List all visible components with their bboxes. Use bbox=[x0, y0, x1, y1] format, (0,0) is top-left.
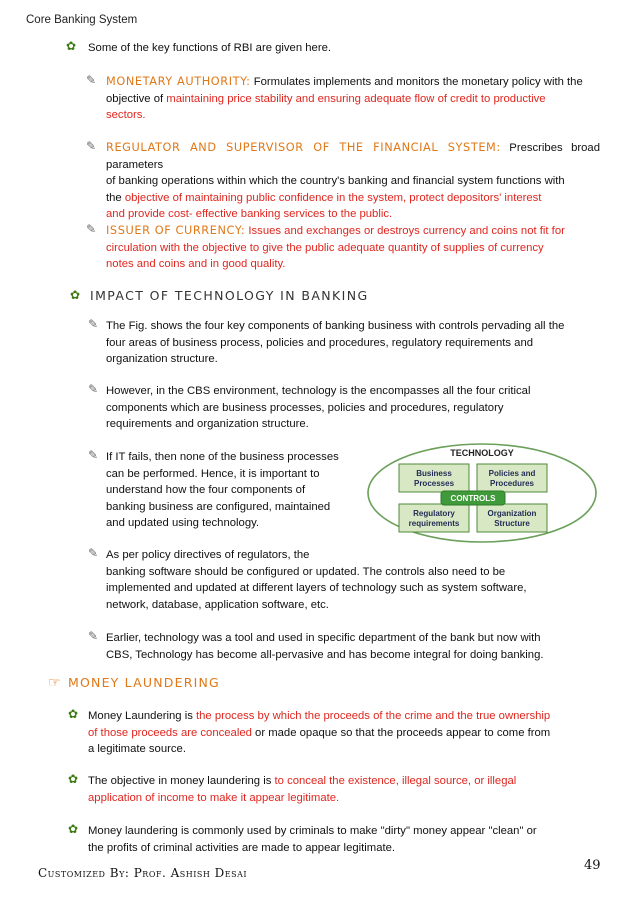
issuer-paragraph: ISSUER OF CURRENCY: Issues and exchanges or destroys currency and coins not fit for circulation with the objective to give the public adequate quantity of supplies of currency notes and coins and in good quality. bbox=[106, 224, 565, 270]
pointing-hand-icon: ☞ bbox=[48, 674, 61, 690]
pencil-bullet-icon: ✎ bbox=[86, 222, 97, 236]
impact-heading: IMPACT OF TECHNOLOGY IN BANKING bbox=[90, 288, 369, 303]
diagram-text: Business bbox=[416, 469, 452, 478]
sparkle-bullet-icon: ✿ bbox=[70, 288, 81, 302]
diagram-text: Regulatory bbox=[413, 509, 455, 518]
issuer-label: ISSUER OF CURRENCY: bbox=[106, 224, 246, 237]
monetary-authority-paragraph: MONETARY AUTHORITY: Formulates implements and monitors the monetary policy with the objective of maintaining price stability and ensuring adequate flow of credit to productive sectors. bbox=[106, 75, 583, 121]
impact-paragraph-5: Earlier, technology was a tool and used in specific department of the bank but now with CBS, Technology has become all-pervasive and has become integral for doing banking. bbox=[106, 632, 544, 661]
pencil-bullet-icon: ✎ bbox=[88, 546, 99, 560]
monetary-authority-label: MONETARY AUTHORITY: bbox=[106, 75, 251, 88]
ml-paragraph-1: Money Laundering is the process by which the proceeds of the crime and the true ownership of those proceeds are concealed or made opaque so that the proceeds appear to come from a legitimate source. bbox=[88, 710, 551, 755]
pencil-bullet-icon: ✎ bbox=[88, 382, 99, 396]
running-header: Core Banking System bbox=[26, 14, 138, 26]
pencil-bullet-icon: ✎ bbox=[86, 139, 97, 153]
pencil-bullet-icon: ✎ bbox=[88, 317, 99, 331]
ml-paragraph-3: Money laundering is commonly used by criminals to make "dirty" money appear "clean" or the profits of criminal activities are made to appear legitimate. bbox=[88, 825, 537, 854]
pencil-bullet-icon: ✎ bbox=[88, 629, 99, 643]
pencil-bullet-icon: ✎ bbox=[88, 448, 99, 462]
impact-paragraph-3: If IT fails, then none of the business processes can be performed. Hence, it is important to understand how the four components of banking business are configured, maintained and updated using technology. bbox=[106, 451, 339, 529]
sparkle-bullet-icon: ✿ bbox=[66, 39, 77, 53]
sparkle-bullet-icon: ✿ bbox=[68, 822, 79, 836]
diagram-text: Procedures bbox=[489, 479, 535, 488]
technology-diagram bbox=[366, 442, 598, 544]
impact-paragraph-2: However, in the CBS environment, technology is the encompasses all the four critical components which are business processes, policies and procedures, regulatory requirements and organization structure. bbox=[106, 385, 531, 430]
regulator-label: REGULATOR AND SUPERVISOR OF THE FINANCIAL SYSTEM: bbox=[106, 141, 501, 154]
diagram-text: Structure bbox=[494, 519, 530, 528]
sparkle-bullet-icon: ✿ bbox=[68, 772, 79, 786]
ml-paragraph-2: The objective in money laundering is to conceal the existence, illegal source, or illegal application of income to make it appear legitimate. bbox=[88, 775, 517, 804]
diagram-text: requirements bbox=[408, 519, 460, 528]
controls-label: CONTROLS bbox=[450, 494, 496, 503]
sparkle-bullet-icon: ✿ bbox=[68, 707, 79, 721]
impact-paragraph-1: The Fig. shows the four key components of banking business with controls pervading all the four areas of business process, policies and procedures, regulatory requirements and organization structure. bbox=[106, 320, 565, 365]
diagram-text: Policies and bbox=[488, 469, 536, 478]
intro-text: Some of the key functions of RBI are given here. bbox=[88, 42, 332, 54]
money-laundering-heading: MONEY LAUNDERING bbox=[68, 675, 220, 690]
technology-label: TECHNOLOGY bbox=[450, 448, 514, 458]
diagram-text: Organization bbox=[487, 509, 537, 518]
diagram-text: Processes bbox=[413, 479, 455, 488]
footer-credit: Customized By: Prof. Ashish Desai bbox=[38, 866, 248, 880]
page-number: 49 bbox=[584, 858, 601, 873]
pencil-bullet-icon: ✎ bbox=[86, 73, 97, 87]
impact-paragraph-4: As per policy directives of regulators, the banking software should be configured or updated. The controls also need to be implemented and updated at different layers of technology such as system software, network, database, application software, etc. bbox=[106, 549, 527, 611]
regulator-paragraph: REGULATOR AND SUPERVISOR OF THE FINANCIAL SYSTEM: Prescribes broad parameters of banking operations within which the country's banking and financial system functions with the objective of maintaining public confidence in the system, protect depositors' interest and provide cost- effective banking services to the public. bbox=[106, 141, 600, 220]
